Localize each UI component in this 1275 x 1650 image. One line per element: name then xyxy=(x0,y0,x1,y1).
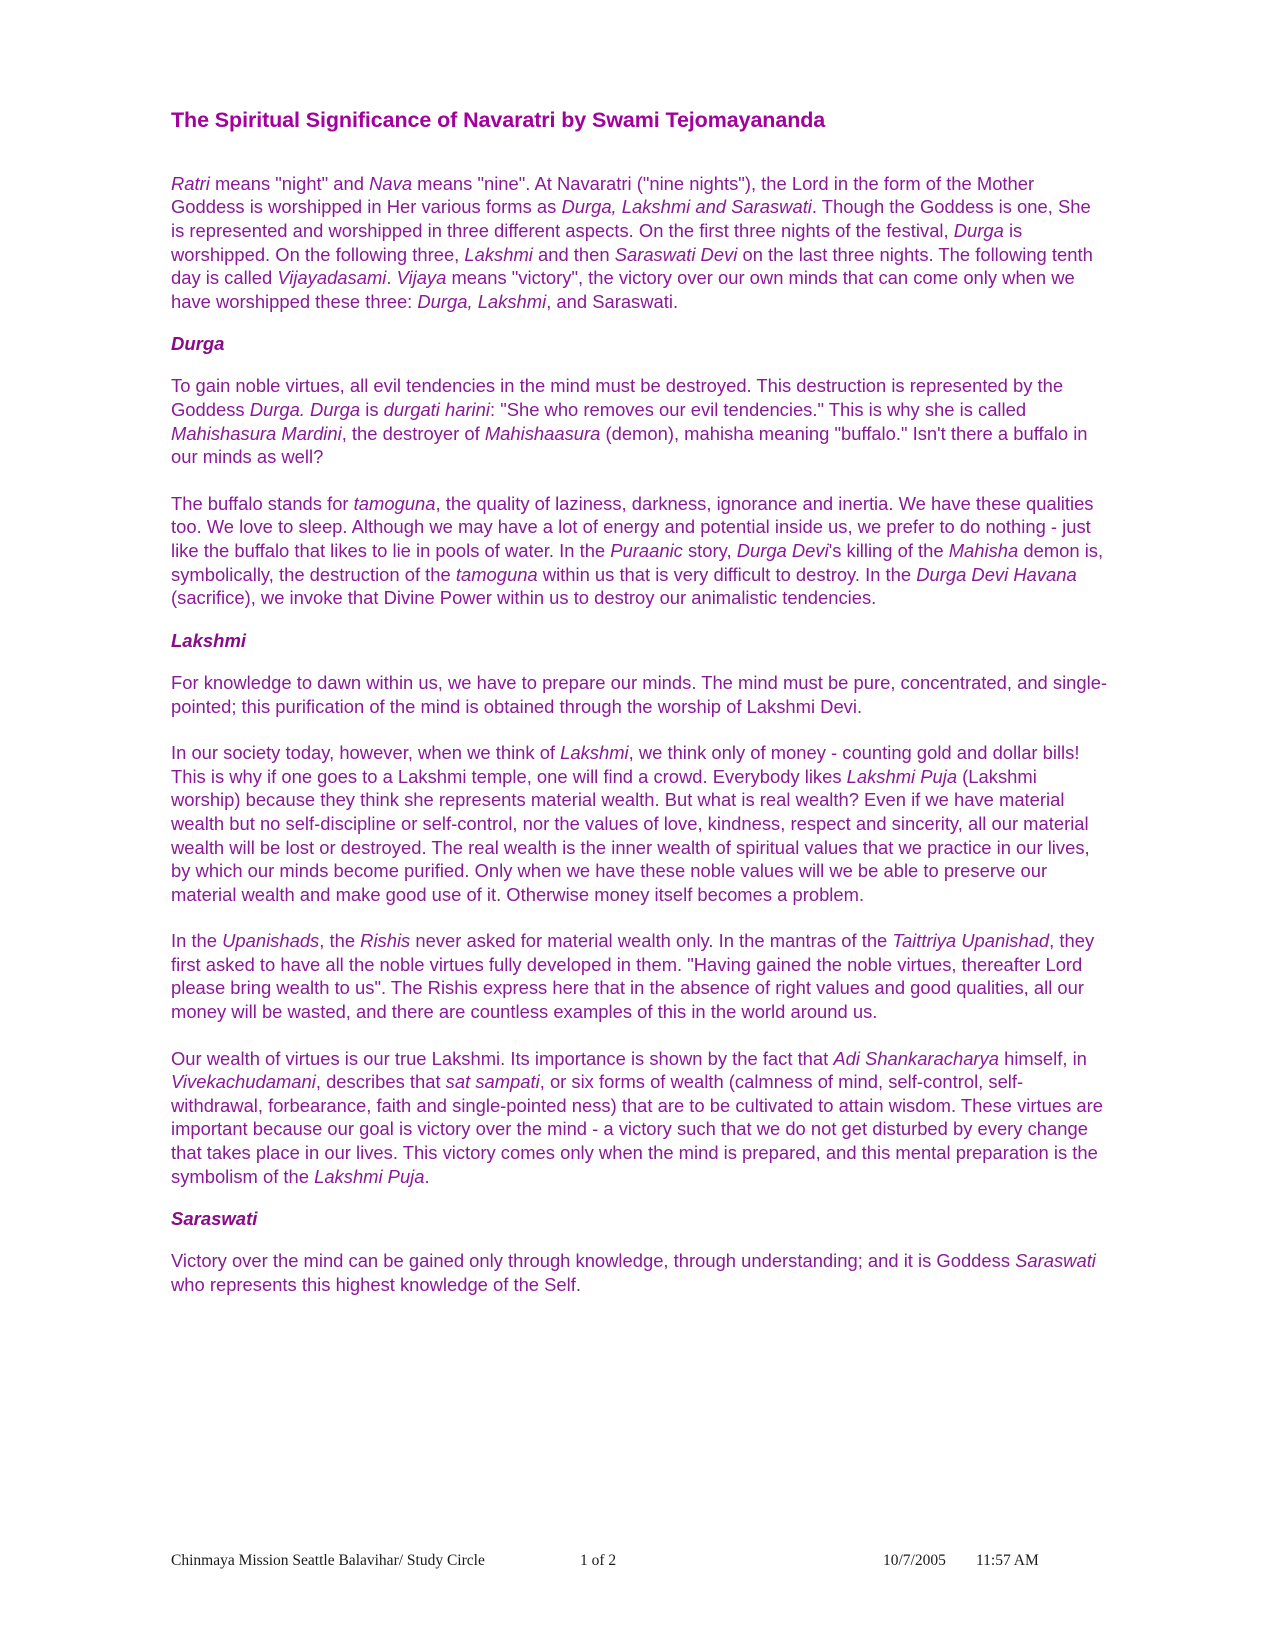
spacer xyxy=(171,134,1109,172)
section-heading: Saraswati xyxy=(171,1208,258,1230)
section-paragraph: Our wealth of virtues is our true Lakshmi. Its importance is shown by the fact that Adi Shankaracharya himself, in Vivekachudamani, describes that sat sampati, or six forms of wealth (calmness of mind, self-control, self-withdrawal, forbearance, faith and single-pointed ness) that are to be cultivated to attain wisdom. These virtues are important because our goal is victory over the mind - a victory such that we do not get disturbed by every change that takes place in our lives. This victory comes only when the mind is prepared, and this mental preparation is the symbolism of the Lakshmi Puja. xyxy=(171,1047,1103,1187)
sections-container xyxy=(171,313,1109,1296)
spacer xyxy=(171,718,1109,741)
spacer xyxy=(171,469,1109,492)
intro-paragraph: Ratri means "night" and Nava means "nine". At Navaratri ("nine nights"), the Lord in the form of the Mother Goddess is worshipped in Her various forms as Durga, Lakshmi and Saraswati. Though the Goddess is one, She is represented and worshipped in three different aspects. On the first three nights of the festival, Durga is worshipped. On the following three, Lakshmi and then Saraswati Devi on the last three nights. The following tenth day is called Vijayadasami. Vijaya means "victory", the victory over our own minds that can come only when we have worshipped these three: Durga, Lakshmi, and Saraswati. xyxy=(171,172,1093,312)
footer-date: 10/7/2005 xyxy=(883,1552,946,1569)
spacer xyxy=(171,906,1109,929)
footer-organization: Chinmaya Mission Seattle Balavihar/ Study Circle xyxy=(171,1552,485,1569)
page-title: The Spiritual Significance of Navaratri by Swami Tejomayananda xyxy=(171,108,826,132)
section-heading: Lakshmi xyxy=(171,629,247,651)
section-paragraph: To gain noble virtues, all evil tendencies in the mind must be destroyed. This destruction is represented by the Goddess Durga. Durga is durgati harini: "She who removes our evil tendencies." This is why she is called Mahishasura Mardini, the destroyer of Mahishaasura (demon), mahisha meaning "buffalo." Isn't there a buffalo in our minds as well? xyxy=(171,375,1088,468)
section-paragraph: The buffalo stands for tamoguna, the quality of laziness, darkness, ignorance and inertia. We have these qualities too. We love to sleep. Although we may have a lot of energy and potential inside us, we prefer to do nothing - just like the buffalo that likes to lie in pools of water. In the Puraanic story, Durga Devi's killing of the Mahisha demon is, symbolically, the destruction of the tamoguna within us that is very difficult to destroy. In the Durga Devi Havana (sacrifice), we invoke that Divine Power within us to destroy our animalistic tendencies. xyxy=(171,492,1104,609)
section-paragraph: In our society today, however, when we think of Lakshmi, we think only of money - counting gold and dollar bills! This is why if one goes to a Lakshmi temple, one will find a crowd. Everybody likes Lakshmi Puja (Lakshmi worship) because they think she represents material wealth. But what is real wealth? Even if we have material wealth but no self-discipline or self-control, nor the values of love, kindness, respect and sincerity, all our material wealth will be lost or destroyed. The real wealth is the inner wealth of spiritual values that we practice in our lives, by which our minds become purified. Only when we have these noble values will we be able to preserve our material wealth and make good use of it. Otherwise money itself becomes a problem. xyxy=(171,742,1090,905)
spacer xyxy=(171,355,1109,374)
spacer xyxy=(171,1024,1109,1047)
footer-page-number: 1 of 2 xyxy=(580,1552,617,1569)
spacer xyxy=(171,1188,1109,1207)
document-body xyxy=(171,108,1109,1297)
section-paragraph: In the Upanishads, the Rishis never asked for material wealth only. In the mantras of the Taittriya Upanishad, they first asked to have all the noble virtues fully developed in them. "Having gained the noble virtues, thereafter Lord please bring wealth to us". The Rishis express here that in the absence of right values and good qualities, all our money will be wasted, and there are countless examples of this in the world around us. xyxy=(171,930,1095,1023)
section-paragraph: For knowledge to dawn within us, we have to prepare our minds. The mind must be pure, concentrated, and single-pointed; this purification of the mind is obtained through the worship of Lakshmi Devi. xyxy=(171,671,1108,717)
spacer xyxy=(171,652,1109,671)
section-paragraph: Victory over the mind can be gained only through knowledge, through understanding; and it is Goddess Saraswati who represents this highest knowledge of the Self. xyxy=(171,1250,1096,1295)
section-heading: Durga xyxy=(171,333,225,355)
spacer xyxy=(171,313,1109,332)
spacer xyxy=(171,1230,1109,1249)
footer-time: 11:57 AM xyxy=(976,1552,1039,1569)
spacer xyxy=(171,610,1109,629)
